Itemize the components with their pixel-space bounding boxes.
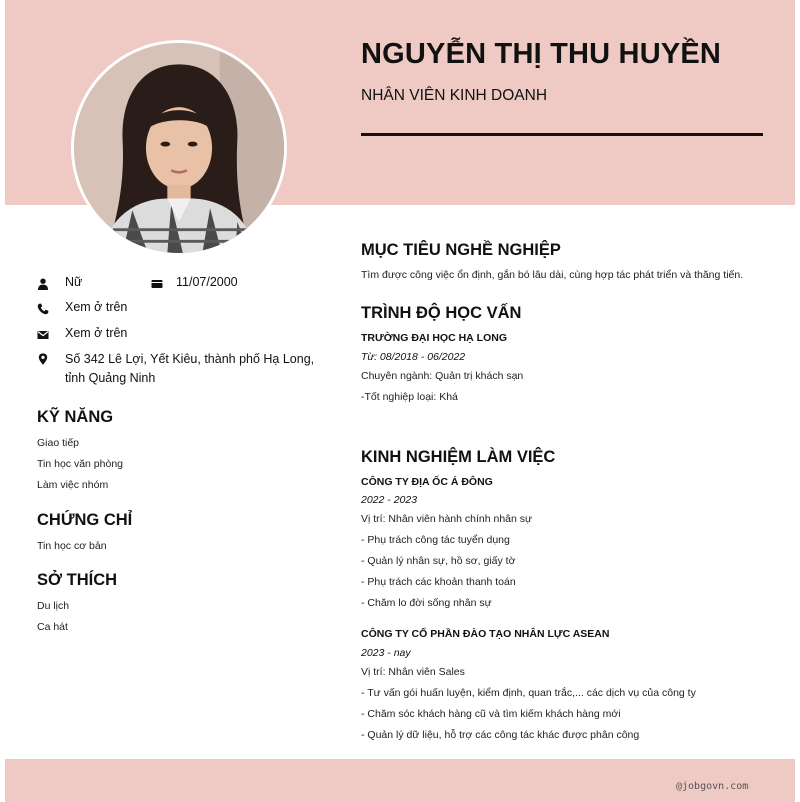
certificates-heading: CHỨNG CHỈ <box>37 511 133 529</box>
objective-text: Tìm được công việc ổn định, gắn bó lâu dài, cùng hợp tác phát triển và thăng tiến. <box>361 269 744 281</box>
birthday-value: 11/07/2000 <box>176 275 238 289</box>
profile-photo-illustration <box>74 43 284 253</box>
job-detail: - Phụ trách công tác tuyển dụng <box>361 534 510 546</box>
job-title: NHÂN VIÊN KINH DOANH <box>361 87 548 104</box>
education-heading: TRÌNH ĐỘ HỌC VẤN <box>361 304 522 322</box>
location-pin-icon <box>37 352 49 364</box>
certificate-item: Tin học cơ bản <box>37 540 107 552</box>
calendar-icon <box>151 277 163 289</box>
job-detail: Vị trí: Nhân viên Sales <box>361 666 465 678</box>
job-detail: - Quản lý nhân sự, hồ sơ, giấy tờ <box>361 555 516 567</box>
skill-item: Tin học văn phòng <box>37 458 124 470</box>
education-detail: -Tốt nghiệp loại: Khá <box>361 391 458 403</box>
job-period: 2023 - nay <box>361 647 411 659</box>
company-name: CÔNG TY ĐỊA ỐC Á ĐÔNG <box>361 476 493 488</box>
education-detail: Chuyên ngành: Quản trị khách sạn <box>361 370 524 382</box>
watermark: @jobgovn.com <box>676 781 749 792</box>
phone-icon <box>37 302 49 314</box>
phone-value: Xem ở trên <box>65 300 128 314</box>
email-value: Xem ở trên <box>65 326 128 340</box>
address-value: Số 342 Lê Lợi, Yết Kiêu, thành phố Hạ Long, tỉnh Quảng Ninh <box>65 352 315 385</box>
title-divider <box>361 133 763 136</box>
skills-heading: KỸ NĂNG <box>37 408 114 426</box>
job-detail: Vị trí: Nhân viên hành chính nhân sự <box>361 513 533 525</box>
job-detail: - Phụ trách các khoản thanh toán <box>361 576 516 588</box>
hobby-item: Du lịch <box>37 600 70 612</box>
candidate-name: NGUYỄN THỊ THU HUYỀN <box>361 38 722 70</box>
objective-heading: MỤC TIÊU NGHỀ NGHIỆP <box>361 241 561 259</box>
hobby-item: Ca hát <box>37 621 68 633</box>
job-detail: - Chăm lo đời sống nhân sự <box>361 597 492 609</box>
person-icon <box>37 277 49 289</box>
skill-item: Làm việc nhóm <box>37 479 109 491</box>
education-period: Từ: 08/2018 - 06/2022 <box>361 351 466 363</box>
company-name: CÔNG TY CỔ PHẦN ĐÀO TẠO NHÂN LỰC ASEAN <box>361 628 610 640</box>
hobbies-heading: SỞ THÍCH <box>37 571 118 589</box>
experience-heading: KINH NGHIỆM LÀM VIỆC <box>361 448 556 466</box>
gender-value: Nữ <box>65 275 83 289</box>
job-detail: - Tư vấn gói huấn luyện, kiểm định, quan trắc,... các dịch vụ của công ty <box>361 687 696 699</box>
profile-photo <box>71 40 287 256</box>
job-detail: - Quản lý dữ liệu, hỗ trợ các công tác khác được phân công <box>361 729 640 741</box>
job-period: 2022 - 2023 <box>361 494 418 506</box>
job-detail: - Chăm sóc khách hàng cũ và tìm kiếm khách hàng mới <box>361 708 621 720</box>
school-name: TRƯỜNG ĐẠI HỌC HẠ LONG <box>361 332 507 344</box>
skill-item: Giao tiếp <box>37 437 80 449</box>
mail-icon <box>37 328 49 340</box>
